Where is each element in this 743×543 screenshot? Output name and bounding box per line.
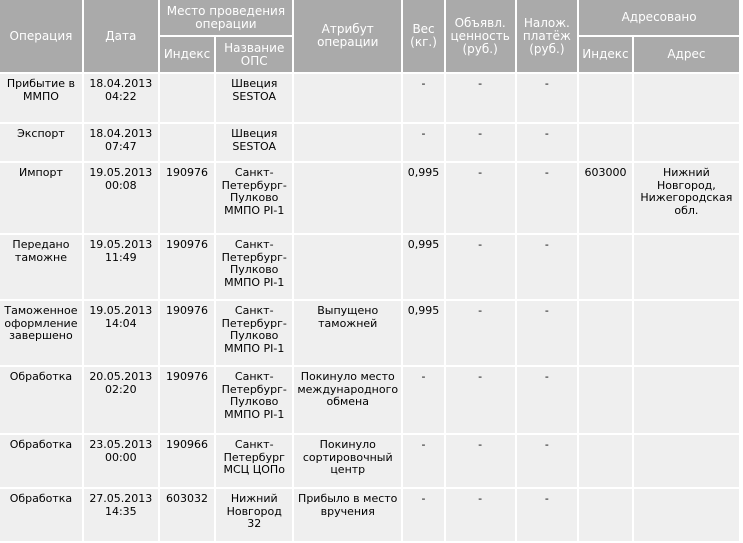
cell-operation: Таможенное оформление завершено — [0, 301, 82, 365]
cell-cod: - — [517, 301, 578, 365]
header-cod: Налож. платёж (руб.) — [517, 0, 578, 72]
header-place-name: Название ОПС — [216, 37, 292, 72]
cell-weight: 0,995 — [403, 301, 443, 365]
cell-declared-value: - — [446, 367, 515, 433]
cell-cod: - — [517, 74, 578, 122]
cell-declared-value: - — [446, 124, 515, 161]
header-date: Дата — [84, 0, 158, 72]
header-addressed: Адресовано — [579, 0, 739, 35]
cell-ops-name: Швеция SESTOA — [216, 74, 292, 122]
table-row — [0, 367, 739, 433]
cell-declared-value: - — [446, 235, 515, 299]
table-header — [0, 0, 739, 72]
cell-addr-address — [634, 74, 739, 122]
cell-ops-name: Санкт-Петербург МСЦ ЦОПо — [216, 435, 292, 487]
cell-declared-value: - — [446, 435, 515, 487]
cell-operation: Экспорт — [0, 124, 82, 161]
cell-weight: - — [403, 489, 443, 541]
cell-attribute: Покинуло сортировочный центр — [294, 435, 401, 487]
cell-addr-index — [579, 435, 632, 487]
cell-ops-name: Швеция SESTOA — [216, 124, 292, 161]
cell-ops-name: Санкт-Петербург-Пулково ММПО PI-1 — [216, 235, 292, 299]
cell-weight: 0,995 — [403, 163, 443, 233]
cell-operation: Прибытие в ММПО — [0, 74, 82, 122]
cell-ops-name: Санкт-Петербург-Пулково ММПО PI-1 — [216, 301, 292, 365]
cell-ops-name: Нижний Новгород 32 — [216, 489, 292, 541]
cell-attribute — [294, 235, 401, 299]
cell-weight: - — [403, 124, 443, 161]
cell-index: 603032 — [160, 489, 215, 541]
cell-index — [160, 74, 215, 122]
cell-index: 190976 — [160, 367, 215, 433]
cell-attribute — [294, 124, 401, 161]
cell-attribute — [294, 74, 401, 122]
cell-index: 190976 — [160, 301, 215, 365]
cell-addr-address — [634, 301, 739, 365]
cell-addr-index — [579, 124, 632, 161]
table-row — [0, 74, 739, 122]
cell-operation: Обработка — [0, 435, 82, 487]
header-attribute: Атрибут операции — [294, 0, 401, 72]
header-operation: Операция — [0, 0, 82, 72]
cell-addr-address: Нижний Новгород, Нижегородская обл. — [634, 163, 739, 233]
cell-attribute: Покинуло место международного обмена — [294, 367, 401, 433]
cell-attribute: Выпущено таможней — [294, 301, 401, 365]
cell-addr-address — [634, 235, 739, 299]
cell-operation: Импорт — [0, 163, 82, 233]
cell-weight: - — [403, 435, 443, 487]
cell-date: 19.05.2013 14:04 — [84, 301, 158, 365]
cell-date: 20.05.2013 02:20 — [84, 367, 158, 433]
table-row — [0, 124, 739, 161]
cell-addr-index — [579, 489, 632, 541]
header-weight: Вес (кг.) — [403, 0, 443, 72]
cell-weight: - — [403, 367, 443, 433]
cell-addr-address — [634, 489, 739, 541]
table-row — [0, 163, 739, 233]
cell-ops-name: Санкт-Петербург-Пулково ММПО PI-1 — [216, 163, 292, 233]
cell-cod: - — [517, 124, 578, 161]
cell-weight: 0,995 — [403, 235, 443, 299]
cell-date: 19.05.2013 00:08 — [84, 163, 158, 233]
header-addr-address: Адрес — [634, 37, 739, 72]
cell-date: 23.05.2013 00:00 — [84, 435, 158, 487]
cell-cod: - — [517, 163, 578, 233]
cell-cod: - — [517, 367, 578, 433]
cell-cod: - — [517, 489, 578, 541]
cell-addr-address — [634, 124, 739, 161]
cell-cod: - — [517, 235, 578, 299]
table-row — [0, 435, 739, 487]
cell-addr-index — [579, 235, 632, 299]
header-place-index: Индекс — [160, 37, 215, 72]
cell-index — [160, 124, 215, 161]
cell-addr-index — [579, 301, 632, 365]
header-addr-index: Индекс — [579, 37, 632, 72]
cell-declared-value: - — [446, 163, 515, 233]
cell-declared-value: - — [446, 489, 515, 541]
cell-index: 190976 — [160, 163, 215, 233]
cell-index: 190976 — [160, 235, 215, 299]
table-row — [0, 235, 739, 299]
cell-addr-index: 603000 — [579, 163, 632, 233]
cell-addr-address — [634, 435, 739, 487]
table-body — [0, 74, 739, 541]
header-declared-value: Объявл. ценность (руб.) — [446, 0, 515, 72]
cell-declared-value: - — [446, 301, 515, 365]
cell-index: 190966 — [160, 435, 215, 487]
cell-date: 18.04.2013 04:22 — [84, 74, 158, 122]
cell-declared-value: - — [446, 74, 515, 122]
table-row — [0, 489, 739, 541]
cell-date: 18.04.2013 07:47 — [84, 124, 158, 161]
cell-addr-index — [579, 367, 632, 433]
cell-addr-index — [579, 74, 632, 122]
cell-operation: Обработка — [0, 489, 82, 541]
cell-cod: - — [517, 435, 578, 487]
cell-ops-name: Санкт-Петербург-Пулково ММПО PI-1 — [216, 367, 292, 433]
cell-operation: Обработка — [0, 367, 82, 433]
header-place: Место проведения операции — [160, 0, 292, 35]
cell-attribute — [294, 163, 401, 233]
cell-weight: - — [403, 74, 443, 122]
table-row — [0, 301, 739, 365]
cell-date: 19.05.2013 11:49 — [84, 235, 158, 299]
cell-addr-address — [634, 367, 739, 433]
cell-date: 27.05.2013 14:35 — [84, 489, 158, 541]
cell-attribute: Прибыло в место вручения — [294, 489, 401, 541]
cell-operation: Передано таможне — [0, 235, 82, 299]
